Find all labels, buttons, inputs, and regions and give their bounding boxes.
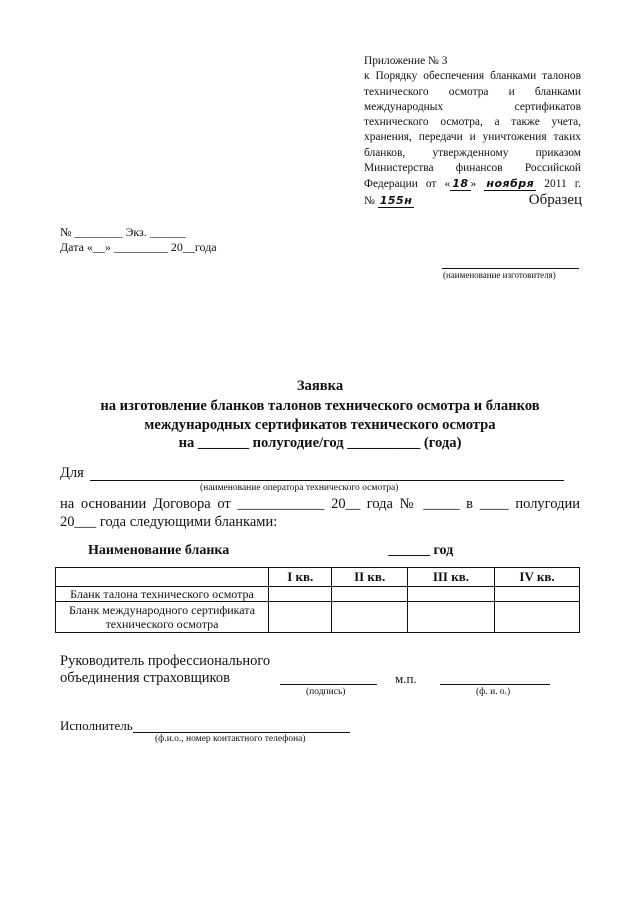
appendix-line: к Порядку обеспечения бланками талонов bbox=[364, 70, 581, 83]
table-cell bbox=[495, 587, 580, 602]
operator-caption: (наименование оператора технического осмотра) bbox=[200, 483, 399, 493]
appendix-line: Приложение № 3 bbox=[364, 55, 448, 67]
appendix-line: международных сертификатов bbox=[364, 100, 581, 113]
table-cell bbox=[269, 587, 332, 602]
table-header-row bbox=[56, 568, 580, 587]
table-cell bbox=[495, 602, 580, 633]
date-year: 2011 г. bbox=[544, 178, 581, 191]
order-number-label: № bbox=[364, 194, 375, 207]
appendix-date-line bbox=[364, 176, 581, 192]
appendix-line: бланков, утвержденному приказом bbox=[364, 146, 581, 159]
appendix-line: Министерства финансов Российской bbox=[364, 162, 581, 175]
signature-field-line bbox=[280, 684, 377, 685]
for-label: Для bbox=[60, 465, 84, 481]
table-cell-name: Бланк талона технического осмотра bbox=[56, 587, 269, 602]
manufacturer-caption: (наименование изготовителя) bbox=[443, 270, 556, 280]
title-line: на изготовление бланков талонов технического осмотра и бланков bbox=[100, 398, 540, 414]
title-line: международных сертификатов технического осмотра bbox=[144, 417, 496, 433]
operator-field-line bbox=[90, 480, 564, 481]
handwritten-order-number: 155н bbox=[379, 193, 413, 207]
appendix-line: технического осмотра и бланками bbox=[364, 85, 581, 98]
head-title-line2: объединения страховщиков bbox=[60, 670, 230, 686]
sample-label: Образец bbox=[528, 192, 582, 208]
contract-basis-line: на основании Договора от ____________ 20__ года № _____ в ____ полугодии bbox=[60, 496, 580, 512]
appendix-line: хранения, передачи и уничтожения таких bbox=[364, 131, 581, 144]
stamp-place-label: м.п. bbox=[395, 671, 417, 686]
table-row bbox=[56, 587, 580, 602]
head-title-line1: Руководитель профессионального bbox=[60, 653, 271, 669]
appendix-line: технического осмотра, а также учета, bbox=[364, 116, 581, 129]
table-cell bbox=[407, 602, 494, 633]
table-cell-name: Бланк международного сертификата технического осмотра bbox=[56, 602, 269, 633]
title-period-line: на _______ полугодие/год __________ (года) bbox=[178, 435, 462, 451]
table-header-cell: I кв. bbox=[269, 568, 332, 587]
table-cell bbox=[269, 602, 332, 633]
date-prefix: Федерации от « bbox=[364, 178, 451, 191]
contract-basis-line2: 20___ года следующими бланками: bbox=[60, 514, 278, 530]
appendix-reference bbox=[364, 54, 581, 209]
manufacturer-field-line bbox=[442, 268, 579, 269]
date-line: Дата «__» _________ 20__года bbox=[60, 240, 217, 254]
signature-caption: (подпись) bbox=[306, 687, 346, 697]
executor-caption: (ф.и.о., номер контактного телефона) bbox=[155, 734, 306, 744]
table-header-cell: III кв. bbox=[407, 568, 494, 587]
executor-field-line bbox=[133, 732, 350, 733]
table-header-cell: II кв. bbox=[332, 568, 407, 587]
table-row bbox=[56, 602, 580, 633]
table-header-cell: IV кв. bbox=[495, 568, 580, 587]
table-cell bbox=[332, 602, 407, 633]
document-title: Заявка bbox=[296, 378, 344, 394]
handwritten-month: ноября bbox=[486, 177, 535, 191]
year-heading: ______ год bbox=[388, 543, 454, 558]
number-copy-line: № ________ Экз. ______ bbox=[60, 225, 186, 239]
table-cell bbox=[407, 587, 494, 602]
table-header-cell bbox=[56, 568, 269, 587]
handwritten-day: 18 bbox=[452, 177, 469, 191]
executor-label: Исполнитель bbox=[60, 718, 133, 733]
fio-field-line bbox=[440, 684, 550, 685]
blank-name-heading: Наименование бланка bbox=[88, 543, 230, 558]
quarters-table bbox=[55, 567, 580, 633]
fio-caption: (ф. и. о.) bbox=[476, 687, 511, 697]
table-cell bbox=[332, 587, 407, 602]
date-quote: » bbox=[470, 178, 477, 191]
